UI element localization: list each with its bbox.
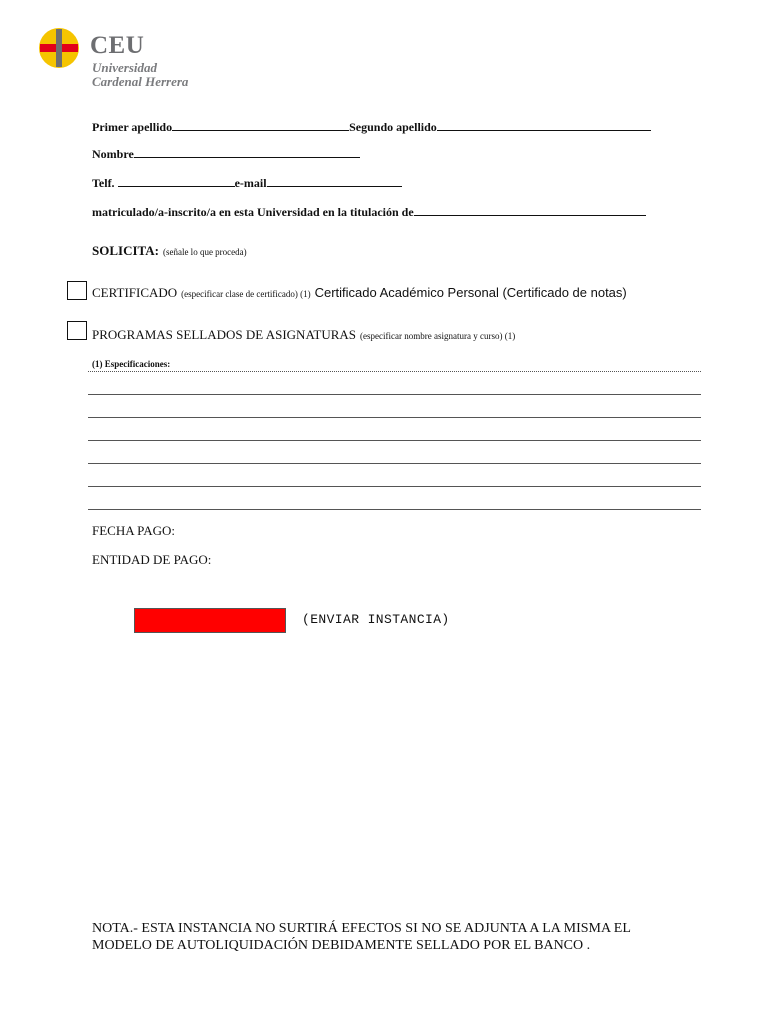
certificate-option: [92, 284, 627, 302]
footer-note: [92, 920, 631, 954]
specifications-line[interactable]: [88, 486, 701, 487]
second-surname-field[interactable]: [437, 120, 651, 131]
send-request-button[interactable]: [134, 608, 286, 633]
first-surname-label: Primer apellido: [92, 120, 173, 134]
degree-field[interactable]: [414, 205, 646, 216]
programs-label: PROGRAMAS SELLADOS DE ASIGNATURAS: [92, 327, 357, 342]
surnames-row: [92, 120, 651, 135]
specifications-label: (1) Especificaciones:: [92, 359, 171, 369]
specifications-line[interactable]: [88, 417, 701, 418]
first-surname-field[interactable]: [172, 120, 349, 131]
certificate-note: (especificar clase de certificado) (1): [181, 289, 311, 299]
logo-subtitle-line2: Cardenal Herrera: [92, 74, 189, 89]
email-label: e-mail: [234, 176, 267, 190]
send-request-label: (ENVIAR INSTANCIA): [302, 612, 450, 627]
payment-date-label: FECHA PAGO:: [92, 523, 175, 538]
programs-note: (especificar nombre asignatura y curso) (1): [360, 331, 516, 341]
name-label: Nombre: [92, 147, 134, 161]
second-surname-label: Segundo apellido: [349, 120, 437, 134]
phone-label: Telf.: [92, 176, 115, 190]
specifications-line[interactable]: [88, 509, 701, 510]
ceu-logo-icon: [38, 27, 80, 69]
request-heading: [92, 242, 247, 260]
specifications-line[interactable]: [88, 440, 701, 441]
certificate-checkbox[interactable]: [67, 281, 87, 300]
contact-row: [92, 176, 402, 191]
phone-field[interactable]: [118, 176, 235, 187]
degree-row: [92, 205, 646, 220]
specifications-line[interactable]: [88, 371, 701, 372]
programs-checkbox[interactable]: [67, 321, 87, 340]
name-row: [92, 147, 360, 162]
degree-label: matriculado/a-inscrito/a en esta Universidad en la titulación de: [92, 205, 414, 219]
name-field[interactable]: [134, 147, 360, 158]
certificate-value[interactable]: Certificado Académico Personal (Certificado de notas): [314, 285, 627, 300]
email-field[interactable]: [267, 176, 402, 187]
logo-subtitle-line1: Universidad: [92, 60, 157, 75]
specifications-line[interactable]: [88, 394, 701, 395]
request-note: (señale lo que proceda): [162, 247, 247, 257]
specifications-line[interactable]: [88, 463, 701, 464]
request-label: SOLICITA:: [92, 243, 159, 258]
payment-entity-label: ENTIDAD DE PAGO:: [92, 552, 212, 567]
footer-note-line1: NOTA.- ESTA INSTANCIA NO SURTIRÁ EFECTOS SI NO SE ADJUNTA A LA MISMA EL: [92, 921, 631, 936]
footer-note-line2: MODELO DE AUTOLIQUIDACIÓN DEBIDAMENTE SELLADO POR EL BANCO .: [92, 938, 591, 953]
certificate-label: CERTIFICADO: [92, 285, 178, 300]
logo-name: CEU: [90, 32, 145, 59]
programs-option: [92, 326, 515, 344]
